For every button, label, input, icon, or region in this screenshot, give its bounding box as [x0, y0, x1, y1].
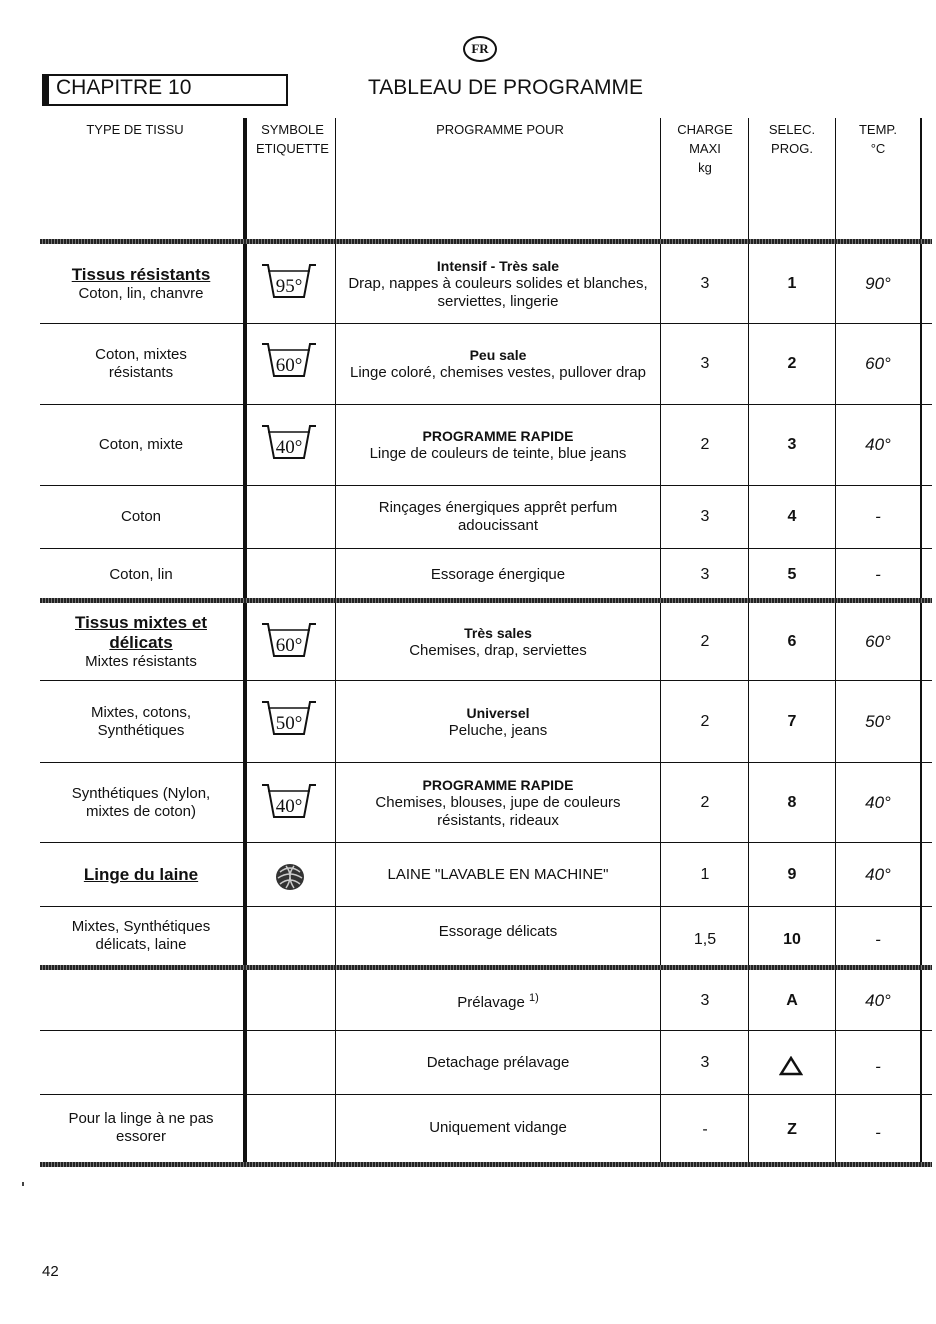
selec-cell: A	[786, 991, 798, 1009]
selec-cell: 6	[787, 633, 797, 650]
fabric-cell: Tissus résistants Coton, lin, chanvre	[71, 264, 211, 302]
wash-40-icon	[260, 424, 318, 462]
charge-cell: 3	[700, 1053, 710, 1071]
temp-cell: 50°	[865, 711, 891, 731]
svg-text:50°: 50°	[275, 713, 303, 734]
temp-cell: 90°	[865, 273, 891, 293]
selec-cell: 3	[787, 436, 797, 453]
col-header-temp: TEMP. °C	[858, 122, 898, 156]
fabric-cell: Pour la linge à ne pas essorer	[68, 1110, 214, 1145]
program-cell: Universel Peluche, jeans	[448, 704, 548, 739]
temp-cell: 60°	[865, 354, 891, 373]
fabric-cell: Coton, lin	[109, 566, 173, 583]
selec-cell: 9	[787, 865, 797, 883]
charge-cell: 3	[700, 566, 710, 583]
fabric-cell: Linge du laine	[83, 864, 199, 884]
svg-text:40°: 40°	[275, 437, 303, 458]
selec-cell: 7	[787, 712, 797, 730]
triangle-icon	[779, 1056, 803, 1076]
fabric-cell: Mixtes, Synthétiques délicats, laine	[71, 918, 211, 953]
fabric-cell: Coton, mixte	[98, 436, 184, 453]
wash-60-icon	[260, 342, 318, 380]
selec-cell: 4	[787, 508, 797, 525]
fabric-cell: Mixtes, cotons, Synthétiques	[90, 703, 192, 739]
scan-mark	[22, 1182, 24, 1186]
chapter-box-marker	[42, 74, 49, 106]
charge-cell: 1,5	[693, 931, 717, 948]
charge-cell: -	[702, 1121, 708, 1138]
charge-cell: 2	[700, 793, 710, 811]
selec-cell: 10	[783, 931, 801, 948]
col-header-charge: CHARGE MAXI kg	[677, 122, 733, 175]
temp-cell: -	[875, 930, 881, 949]
program-cell: LAINE "LAVABLE EN MACHINE"	[387, 865, 609, 883]
selec-cell: 2	[787, 355, 797, 372]
svg-text:40°: 40°	[275, 796, 303, 817]
chapter-label: CHAPITRE 10	[56, 76, 192, 99]
col-header-symbol: SYMBOLE ETIQUETTE	[256, 122, 329, 156]
wash-60-icon	[260, 622, 318, 660]
temp-cell: 40°	[865, 864, 891, 884]
temp-cell: -	[875, 1123, 881, 1142]
language-badge: FR	[463, 36, 497, 62]
selec-cell: 5	[787, 566, 797, 583]
program-cell: Uniquement vidange	[429, 1119, 567, 1136]
program-cell: Intensif - Très sale Drap, nappes à couleurs solides et blanches, serviettes, lingerie	[348, 257, 648, 310]
col-header-program: PROGRAMME POUR	[436, 122, 564, 137]
program-cell: PROGRAMME RAPIDE Chemises, blouses, jupe de couleurs résistants, rideaux	[375, 776, 621, 829]
temp-cell: 60°	[865, 632, 891, 651]
svg-text:95°: 95°	[275, 276, 303, 297]
fabric-cell: Tissus mixtes et délicats Mixtes résistants	[75, 613, 207, 670]
charge-cell: 3	[700, 355, 710, 372]
wash-40-icon	[260, 783, 318, 821]
charge-cell: 2	[700, 436, 710, 453]
temp-cell: -	[875, 565, 881, 584]
charge-cell: 3	[700, 274, 710, 292]
fabric-cell: Synthétiques (Nylon, mixtes de coton)	[71, 784, 211, 820]
wash-50-icon	[260, 700, 318, 738]
svg-text:60°: 60°	[275, 635, 303, 656]
charge-cell: 1	[700, 865, 710, 883]
temp-cell: -	[875, 1057, 881, 1076]
program-cell: Prélavage $^{1)}$	[457, 992, 539, 1011]
program-cell: Rinçages énergiques apprêt perfum adoucissant	[378, 499, 618, 534]
wash-95-icon	[260, 263, 318, 301]
wool-ball-icon	[272, 860, 308, 892]
page-number: 42	[42, 1263, 59, 1280]
program-cell: PROGRAMME RAPIDE Linge de couleurs de teinte, blue jeans	[369, 428, 627, 462]
program-cell: Très sales Chemises, drap, serviettes	[409, 625, 587, 659]
program-cell: Essorage énergique	[430, 566, 566, 583]
fabric-cell: Coton, mixtes résistants	[95, 346, 187, 381]
program-cell: Detachage prélavage	[426, 1053, 570, 1071]
program-cell: Essorage délicats	[438, 923, 558, 940]
charge-cell: 2	[700, 633, 710, 650]
col-header-selec: SELEC. PROG.	[768, 122, 816, 156]
selec-cell: 1	[787, 274, 797, 292]
charge-cell: 3	[700, 508, 710, 525]
temp-cell: 40°	[865, 792, 891, 812]
fabric-cell: Coton	[120, 508, 162, 525]
charge-cell: 2	[700, 712, 710, 730]
charge-cell: 3	[700, 991, 710, 1009]
selec-cell: 8	[787, 793, 797, 811]
svg-text:60°: 60°	[275, 355, 303, 376]
page-title: TABLEAU DE PROGRAMME	[368, 76, 643, 99]
program-cell: Peu sale Linge coloré, chemises vestes, pullover drap	[350, 347, 646, 381]
temp-cell: 40°	[865, 435, 891, 454]
temp-cell: -	[875, 507, 881, 526]
temp-cell: 40°	[865, 990, 891, 1010]
selec-cell: Z	[787, 1121, 797, 1138]
col-header-fabric: TYPE DE TISSU	[86, 122, 184, 137]
